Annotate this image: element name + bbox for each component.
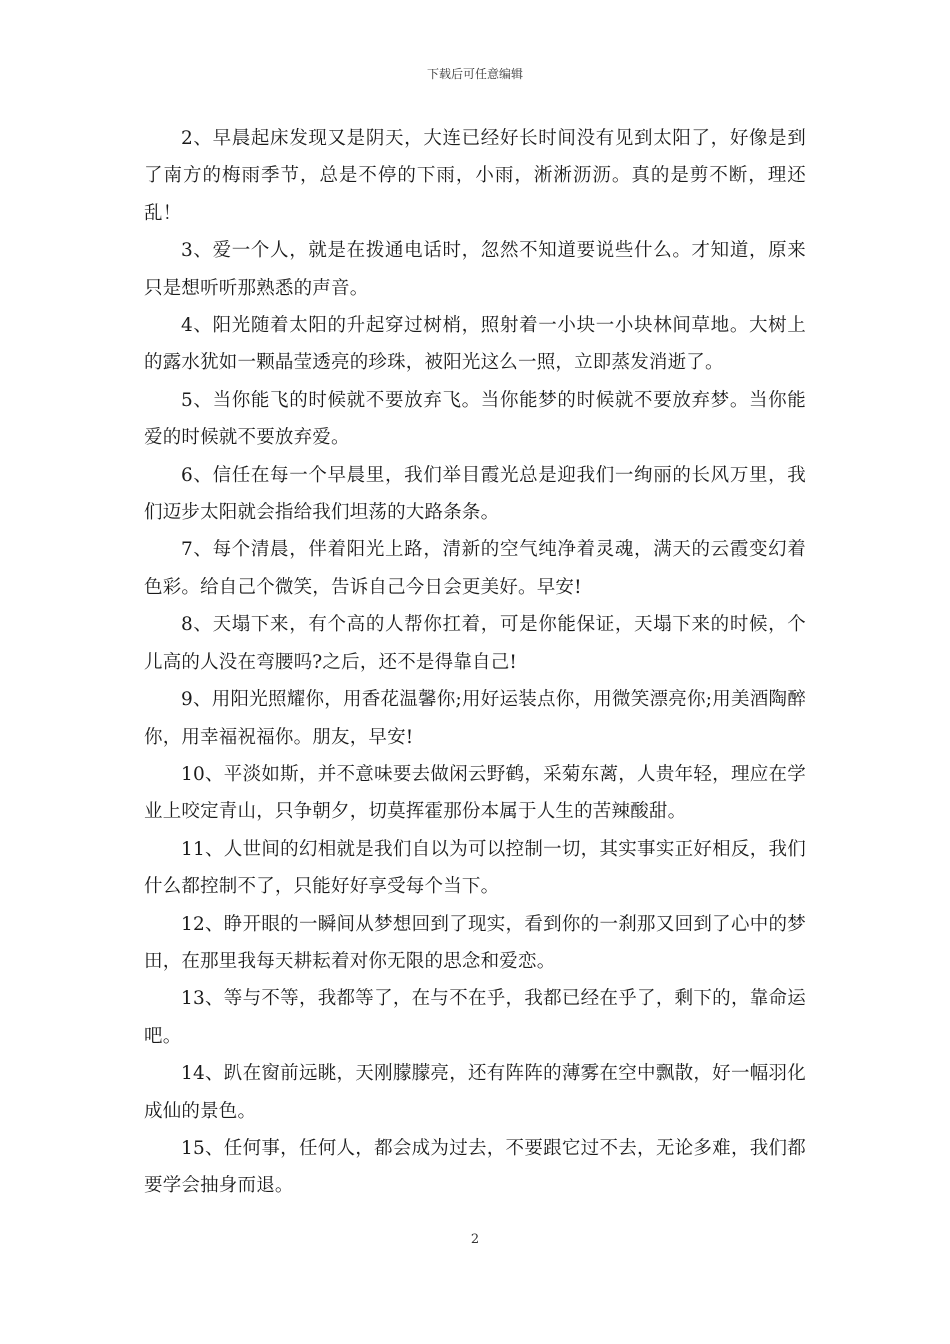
paragraph: 9、用阳光照耀你，用香花温馨你;用好运装点你，用微笑漂亮你;用美酒陶醉你，用幸福祝福你。朋友，早安!	[144, 689, 806, 748]
paragraph: 13、等与不等，我都等了，在与不在乎，我都已经在乎了，剩下的，靠命运吧。	[144, 988, 806, 1047]
paragraph: 5、当你能飞的时候就不要放弃飞。当你能梦的时候就不要放弃梦。当你能爱的时候就不要放弃爱。	[144, 389, 806, 449]
paragraph: 8、天塌下来，有个高的人帮你扛着，可是你能保证，天塌下来的时候，个儿高的人没在弯腰吗?之后，还不是得靠自己!	[144, 614, 806, 673]
page-number: 2	[470, 1232, 480, 1247]
paragraph: 4、阳光随着太阳的升起穿过树梢，照射着一小块一小块林间草地。大树上的露水犹如一颗晶莹透亮的珍珠，被阳光这么一照，立即蒸发消逝了。	[144, 315, 806, 374]
paragraph: 12、睁开眼的一瞬间从梦想回到了现实，看到你的一刹那又回到了心中的梦田，在那里我每天耕耘着对你无限的思念和爱恋。	[144, 913, 806, 972]
document-body	[144, 120, 806, 1205]
paragraph: 10、平淡如斯，并不意味要去做闲云野鹤，采菊东蓠，人贵年轻，理应在学业上咬定青山，只争朝夕，切莫挥霍那份本属于人生的苦辣酸甜。	[144, 763, 806, 823]
paragraph: 11、人世间的幻相就是我们自以为可以控制一切，其实事实正好相反，我们什么都控制不了，只能好好享受每个当下。	[144, 838, 806, 898]
page-header: 下载后可任意编辑	[426, 67, 523, 81]
paragraph: 7、每个清晨，伴着阳光上路，清新的空气纯净着灵魂，满天的云霞变幻着色彩。给自己个微笑，告诉自己今日会更美好。早安!	[144, 539, 806, 598]
paragraph: 2、早晨起床发现又是阴天，大连已经好长时间没有见到太阳了，好像是到了南方的梅雨季节，总是不停的下雨，小雨，淅淅沥沥。真的是剪不断，理还乱！	[144, 128, 806, 224]
paragraph: 3、爱一个人，就是在拨通电话时，忽然不知道要说些什么。才知道，原来只是想听听那熟悉的声音。	[144, 240, 806, 299]
paragraph: 6、信任在每一个早晨里，我们举目霞光总是迎我们一绚丽的长风万里，我们迈步太阳就会指给我们坦荡的大路条条。	[144, 464, 806, 524]
paragraph: 15、任何事，任何人，都会成为过去，不要跟它过不去，无论多难，我们都要学会抽身而退。	[144, 1137, 806, 1197]
paragraph: 14、趴在窗前远眺，天刚朦朦亮，还有阵阵的薄雾在空中飘散，好一幅羽化成仙的景色。	[144, 1063, 806, 1122]
